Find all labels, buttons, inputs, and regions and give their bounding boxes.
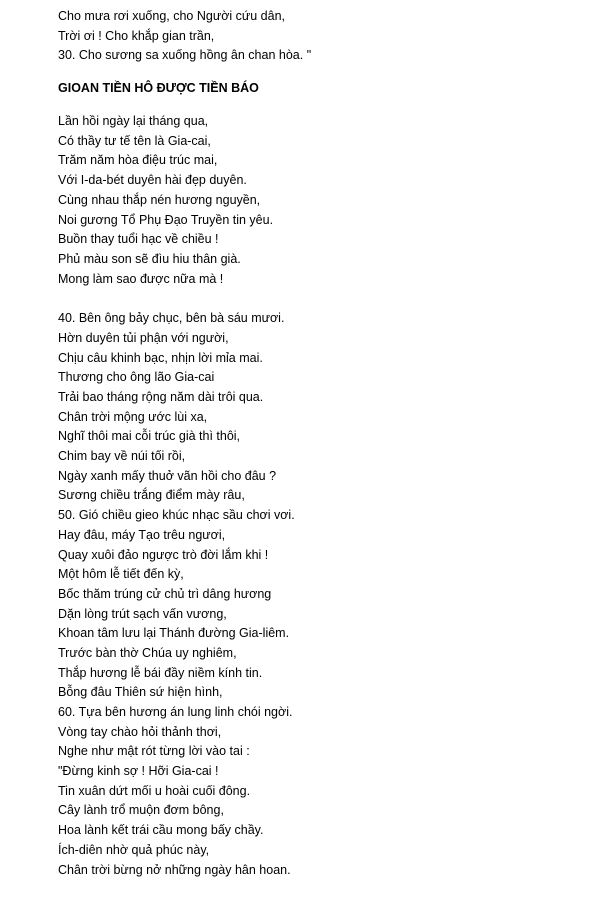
verse-line: Cùng nhau thắp nén hương nguyền, bbox=[58, 192, 261, 207]
verse-line: Khoan tâm lưu lại Thánh đường Gia-liêm. bbox=[58, 626, 290, 641]
verse-line: Lần hồi ngày lại tháng qua, bbox=[58, 114, 209, 129]
verse-line: Tin xuân dứt mối u hoài cuối đông. bbox=[58, 783, 251, 798]
verse-line: Thắp hương lễ bái đầy niềm kính tin. bbox=[58, 665, 263, 680]
verse-line: 30. Cho sương sa xuống hồng ân chan hòa. " bbox=[58, 48, 312, 63]
verse-line: Trăm năm hòa điệu trúc mai, bbox=[58, 153, 218, 168]
verse-line: Buồn thay tuổi hạc về chiều ! bbox=[58, 232, 219, 247]
verse-line: 60. Tựa bên hương án lung linh chói ngời. bbox=[58, 705, 293, 719]
verse-line: Chân trời mộng ước lùi xa, bbox=[58, 409, 208, 424]
verse-line: 40. Bên ông bảy chục, bên bà sáu mươi. bbox=[58, 311, 285, 326]
verse-line: Vòng tay chào hỏi thảnh thơi, bbox=[58, 724, 222, 739]
verse-line: Noi gương Tổ Phụ Đạo Truyền tin yêu. bbox=[58, 212, 274, 227]
verse-line: "Đừng kinh sợ ! Hỡi Gia-cai ! bbox=[58, 764, 219, 779]
verse-line: Quay xuôi đảo ngược trò đời lắm khi ! bbox=[58, 547, 269, 562]
verse-line: Thương cho ông lão Gia-cai bbox=[58, 370, 215, 385]
verse-line: Ích-diên nhờ quả phúc này, bbox=[58, 842, 210, 857]
verse-line: Trải bao tháng rộng năm dài trôi qua. bbox=[58, 390, 264, 404]
stanza-1 bbox=[58, 112, 600, 289]
verse-line: Chịu câu khinh bạc, nhịn lời mỉa mai. bbox=[58, 350, 263, 365]
verse-line: Có thầy tư tế tên là Gia-cai, bbox=[58, 133, 211, 148]
verse-line: Hay đâu, máy Tạo trêu ngươi, bbox=[58, 527, 226, 542]
verse-line: Một hôm lễ tiết đến kỳ, bbox=[58, 567, 184, 582]
verse-line: Mong làm sao được nữa mà ! bbox=[58, 271, 224, 286]
verse-line: Cây lành trổ muộn đơm bông, bbox=[58, 803, 224, 818]
verse-line: 50. Gió chiều gieo khúc nhạc sầu chơi vơi. bbox=[58, 508, 295, 523]
verse-line: Bỗng đâu Thiên sứ hiện hình, bbox=[58, 685, 223, 700]
verse-line: Chân trời bừng nở những ngày hân hoan. bbox=[58, 862, 291, 877]
verse-line: Hờn duyên tủi phận với người, bbox=[58, 330, 229, 345]
intro-block bbox=[58, 7, 600, 66]
verse-line: Nghĩ thôi mai cỗi trúc già thì thôi, bbox=[58, 429, 241, 444]
verse-line: Ngày xanh mấy thuở vãn hồi cho đâu ? bbox=[58, 468, 277, 483]
verse-line: Với I-da-bét duyên hài đẹp duyên. bbox=[58, 173, 247, 188]
verse-line: Bốc thăm trúng cử chủ trì dâng hương bbox=[58, 586, 272, 601]
verse-line: Trước bàn thờ Chúa uy nghiêm, bbox=[58, 645, 237, 660]
verse-line: Hoa lành kết trái cầu mong bấy chầy. bbox=[58, 823, 264, 838]
section-title: GIOAN TIỀN HÔ ĐƯỢC TIỀN BÁO bbox=[58, 81, 259, 96]
verse-line: Sương chiều trắng điểm mày râu, bbox=[58, 488, 245, 503]
verse-line: Dặn lòng trút sạch vấn vương, bbox=[58, 606, 227, 621]
verse-line: Chim bay về núi tối rồi, bbox=[58, 449, 186, 464]
verse-line: Nghe như mật rót từng lời vào tai : bbox=[58, 744, 250, 759]
verse-line: Trời ơi ! Cho khắp gian trần, bbox=[58, 28, 215, 43]
stanza-gap bbox=[58, 289, 600, 309]
verse-line: Cho mưa rơi xuống, cho Người cứu dân, bbox=[58, 9, 286, 23]
stanza-2 bbox=[58, 309, 600, 880]
verse-line: Phủ màu son sẽ đìu hiu thân già. bbox=[58, 251, 241, 266]
